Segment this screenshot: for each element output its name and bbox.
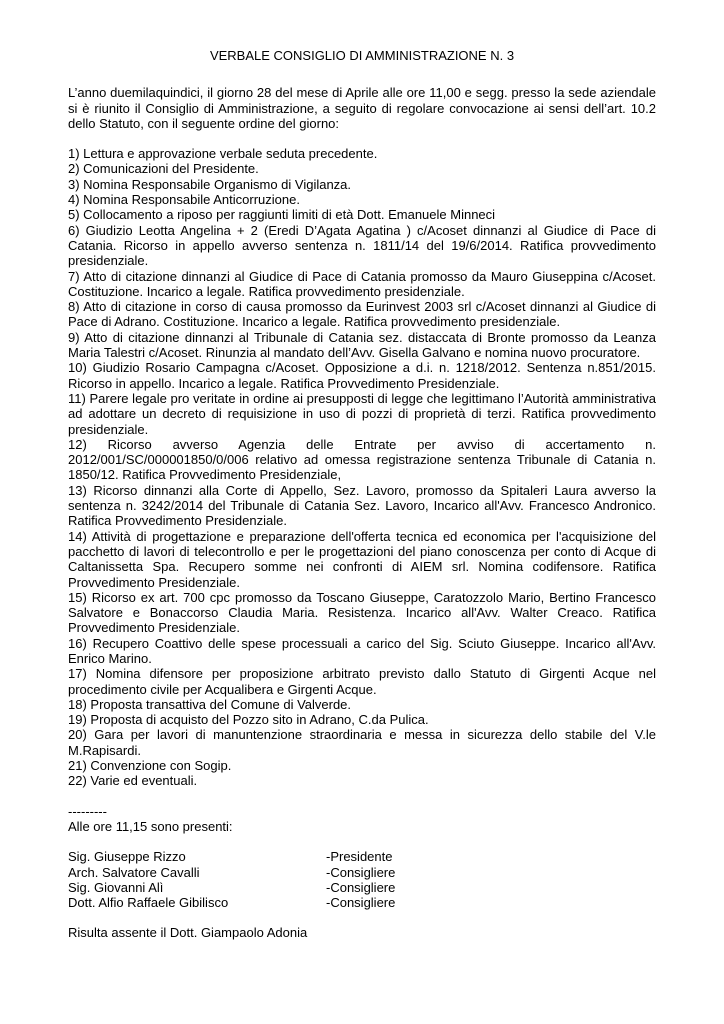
attendee-list xyxy=(68,849,656,910)
attendee-row xyxy=(68,895,656,910)
agenda-item: 15) Ricorso ex art. 700 cpc promosso da Toscano Giuseppe, Caratozzolo Mario, Bertino Francesco Salvatore e Bonaccorso Claudia Maria. Resistenza. Incarico all'Avv. Walter Creaco. Ratifica Provvedimento Presidenziale. xyxy=(68,589,656,636)
attendee-role: -Consigliere xyxy=(326,864,396,880)
attendee-role: -Consigliere xyxy=(326,879,396,895)
agenda-item: 6) Giudizio Leotta Angelina + 2 (Eredi D’Agata Agatina ) c/Acoset dinnanzi al Giudice di Pace di Catania. Ricorso in appello avverso sentenza n. 1811/14 del 19/6/2014. Ratifica provvedimento presidenziale. xyxy=(68,222,656,269)
agenda-item: 14) Attività di progettazione e preparazione dell'offerta tecnica ed economica per l'acquisizione del pacchetto di lavori di telecontrollo e per le progettazioni del piano conoscenza per conto di Acque di Caltanissetta Spa. Recupero somme nei confronti di AIEM srl. Nomina codifensore. Ratifica Provvedimento Presidenziale. xyxy=(68,528,656,590)
absent-line: Risulta assente il Dott. Giampaolo Adonia xyxy=(68,925,308,941)
attendee-name: Dott. Alfio Raffaele Gibilisco xyxy=(68,895,229,911)
agenda-item: 13) Ricorso dinnanzi alla Corte di Appello, Sez. Lavoro, promosso da Spitaleri Laura avverso la sentenza n. 3242/2014 del Tribunale di Catania Sez. Lavoro, Incarico all'Avv. Francesco Andronico. Ratifica Provvedimento Presidenziale. xyxy=(68,482,656,529)
agenda-item: 7) Atto di citazione dinnanzi al Giudice di Pace di Catania promosso da Mauro Giuseppina c/Acoset. Costituzione. Incarico a legale. Ratifica provvedimento presidenziale. xyxy=(68,268,656,299)
attendee-role: -Presidente xyxy=(326,849,393,865)
attendee-name: Sig. Giovanni Alì xyxy=(68,879,164,895)
agenda-item: 4) Nomina Responsabile Anticorruzione. xyxy=(68,192,300,208)
agenda-item: 16) Recupero Coattivo delle spese processuali a carico del Sig. Sciuto Giuseppe. Incarico all'Avv. Enrico Marino. xyxy=(68,635,656,666)
document-page xyxy=(68,48,656,941)
intro-paragraph: L’anno duemilaquindici, il giorno 28 del mese di Aprile alle ore 11,00 e segg. presso la sede aziendale si è riunito il Consiglio di Amministrazione, a seguito di regolare convocazione ai sensi dell’art. 10.2 dello Statuto, con il seguente ordine del giorno: xyxy=(68,85,656,131)
agenda-item: 3) Nomina Responsabile Organismo di Vigilanza. xyxy=(68,176,352,192)
agenda-item: 2) Comunicazioni del Presidente. xyxy=(68,161,259,177)
agenda-item: 17) Nomina difensore per proposizione arbitrato previsto dallo Statuto di Girgenti Acque nel procedimento civile per Acqualibera e Girgenti Acque. xyxy=(68,666,656,697)
agenda-item: 22) Varie ed eventuali. xyxy=(68,773,198,789)
agenda-item: 9) Atto di citazione dinnanzi al Tribunale di Catania sez. distaccata di Bronte promosso da Leanza Maria Talestri c/Acoset. Rinunzia al mandato dell’Avv. Gisella Galvano e nomina nuovo procuratore. xyxy=(68,329,656,361)
attendee-row xyxy=(68,880,656,895)
agenda-item: 19) Proposta di acquisto del Pozzo sito in Adrano, C.da Pulica. xyxy=(68,712,429,728)
present-line: Alle ore 11,15 sono presenti: xyxy=(68,818,233,834)
document-title: VERBALE CONSIGLIO DI AMMINISTRAZIONE N. 3 xyxy=(209,48,515,63)
agenda-item: 20) Gara per lavori di manuntenzione straordinaria e messa in sicurezza dello stabile del V.le M.Rapisardi. xyxy=(68,727,656,758)
section-separator: --------- xyxy=(68,803,107,819)
attendee-name: Arch. Salvatore Cavalli xyxy=(68,864,200,880)
attendee-row xyxy=(68,865,656,880)
agenda-item: 12) Ricorso avverso Agenzia delle Entrate per avviso di accertamento n. 2012/001/SC/000001850/0/006 relativo ad omessa registrazione sentenza Tribunale di Catania n. 1850/12. Ratifica Provvedimento Presidenziale, xyxy=(68,436,656,483)
attendee-row xyxy=(68,849,656,864)
agenda-item: 21) Convenzione con Sogip. xyxy=(68,758,232,774)
attendee-name: Sig. Giuseppe Rizzo xyxy=(68,849,186,865)
agenda-item: 10) Giudizio Rosario Campagna c/Acoset. Opposizione a d.i. n. 1218/2012. Sentenza n.851/2015. Ricorso in appello. Incarico a legale. Ratifica Provvedimento Presidenziale. xyxy=(68,360,656,391)
agenda-list xyxy=(68,146,656,788)
agenda-item: 8) Atto di citazione in corso di causa promosso da Eurinvest 2003 srl c/Acoset dinnanzi al Giudice di Pace di Adrano. Costituzione. Incarico a legale. Ratifica provvedimento presidenziale. xyxy=(68,299,656,330)
agenda-item: 11) Parere legale pro veritate in ordine ai presupposti di legge che legittimano l’Autorità amministrativa ad adottare un decreto di requisizione in uso di pozzi di proprietà di terzi. Ratifica provvedimento presidenziale. xyxy=(68,390,656,437)
agenda-item: 5) Collocamento a riposo per raggiunti limiti di età Dott. Emanuele Minneci xyxy=(68,207,496,223)
attendee-role: -Consigliere xyxy=(326,895,396,911)
agenda-item: 18) Proposta transattiva del Comune di Valverde. xyxy=(68,696,352,712)
agenda-item: 1) Lettura e approvazione verbale seduta precedente. xyxy=(68,146,378,162)
